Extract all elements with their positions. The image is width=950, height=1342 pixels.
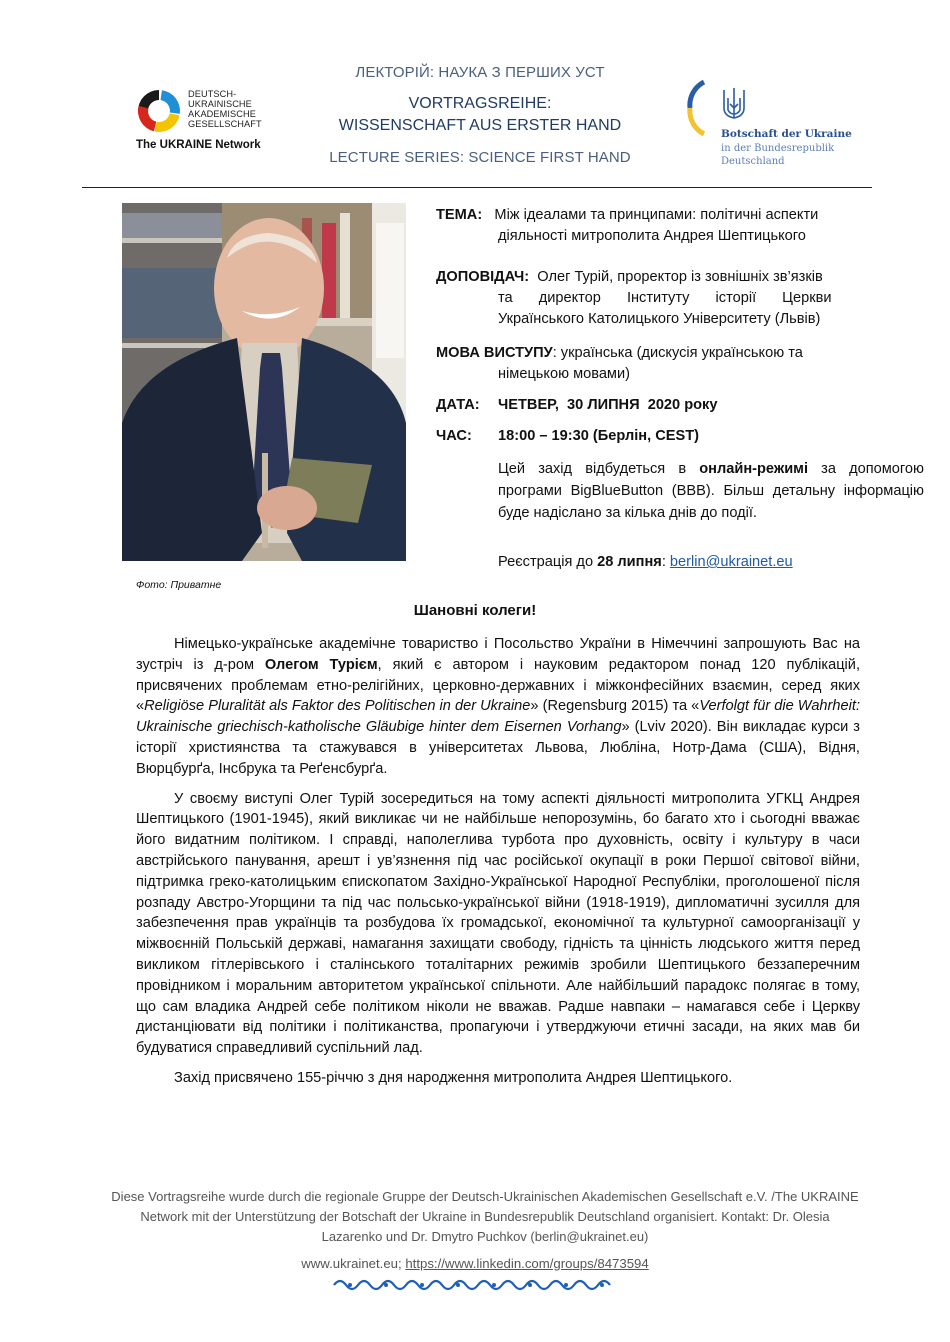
speaker-photo (122, 203, 406, 561)
header-divider (82, 187, 872, 188)
p1-speaker-name: Олегом Турієм (264, 656, 378, 673)
page-header (0, 0, 950, 190)
p1-text-b: , який є автором і науковим редактором понад 120 публікацій, присвячених проблемам етно-релігійних, церковно-державних і міжконфесійних взаємин, серед яких « (136, 656, 861, 715)
dag-line-2: UKRAINISCHE (188, 99, 252, 109)
dag-line-1: DEUTSCH- (188, 89, 237, 99)
embassy-logo (682, 76, 862, 176)
topic-row: ТЕМА: Між ідеалами та принципами: політичні аспекти діяльності митрополита Андрея Шептицького (436, 205, 862, 247)
letter-body (136, 634, 860, 1098)
embassy-arc-icon (682, 80, 722, 136)
website-link[interactable]: www.ukrainet.eu (301, 1256, 399, 1271)
ornament-border-icon (330, 1278, 620, 1292)
embassy-subtitle (721, 142, 834, 168)
linkedin-link[interactable]: https://www.linkedin.com/groups/8473594 (405, 1256, 649, 1271)
registration-deadline: 28 липня (597, 554, 662, 570)
language-row: МОВА ВИСТУПУ: українська (дискусія українською та німецькою мовами) (436, 343, 862, 385)
series-title-ua: ЛЕКТОРІЙ: НАУКА З ПЕРШИХ УСТ (355, 64, 605, 81)
speaker-line-2: та директор Інституту історії Церкви (498, 290, 832, 306)
p1-text-a: Німецько-українське академічне товариство і Посольство України в Німеччині запрошують Вас на зустріч із д-ром (136, 636, 860, 673)
topic-line-1: Між ідеалами та принципами: політичні аспекти (494, 207, 819, 223)
dag-line-3: AKADEMISCHE (188, 109, 256, 119)
registration-pre: Реєстрація до (498, 554, 598, 570)
online-note-pre: Цей захід відбудеться в (498, 461, 700, 477)
dag-line-4: GESELLSCHAFT (188, 119, 262, 129)
series-title-en: LECTURE SERIES: SCIENCE FIRST HAND (329, 149, 631, 166)
footer-links (0, 1256, 950, 1271)
online-note (436, 458, 924, 524)
trident-icon (722, 86, 746, 122)
dag-ring-icon (134, 86, 184, 136)
footer-separator: ; (398, 1256, 406, 1271)
topic-line-2: діяльності митрополита Андрея Шептицького (498, 228, 806, 244)
dag-network-label: The UKRAINE Network (136, 139, 261, 151)
p1-text-d: » (Lviv 2020). Він викладає курси з історії християнства та стажувався в університетах Львова, Любліна, Нотр-Дама (США), Відня, Вюрцбурґа, Інсбрука та Реґенсбурґа. (136, 719, 860, 777)
letter-paragraph-2: У своєму виступі Олег Турій зосередиться на тому аспекті діяльності митрополита УГКЦ Андрея Шептицького (1901-1945), який викликає чи не найбільше непорозумінь, бо багато хто і сьогодні вважає його видатним політиком. І справді, наполеглива турбота про духовність, освіту і культуру в часи австрійського панування, арешт і ув’язнення під час російської окупації в роки Першої світової війни, підтримка греко-католицьким єпископатом Західно-Української Народної Республіки, проголошеної після розпаду Австро-Угорщини та під час польсько-української війни (1918-1919), дипломатичні зусилля для забезпечення прав українців та розбудова їх громадської, економічної та культурної самоорганізації у міжвоєнній Польській державі, намагання захищати свободу, гідність та цінність людського життя перед викликом гітлерівського і сталінського тоталітарних режимів зробили Шептицького беззаперечним провідником і моральним авторитетом української спільноти. Але найбільший парадокс полягає в тому, що сам владика Андрей себе політиком ніколи не вважав. Радше навпаки – намагався себе і Церкву дистанціювати від політики і політиканства, пропагуючи і утверджуючи етичні засади, на яких мав би будуватися справедливий суспільний лад. (136, 790, 860, 1057)
series-title-de-line1: VORTRAGSREIHE: (408, 95, 552, 112)
photo-caption: Фото: Приватне (136, 579, 222, 591)
registration-email-link[interactable]: berlin@ukrainet.eu (669, 554, 793, 570)
p1-book-title-1: Religiöse Pluralität als Faktor des Politischen in der Ukraine (144, 698, 531, 715)
lecture-series-titles (300, 64, 660, 166)
registration-row (436, 552, 924, 573)
time-row (436, 426, 862, 447)
speaker-line-3: Українського Католицького Університету (Львів) (498, 311, 821, 327)
date-value: ЧЕТВЕР, 30 ЛИПНЯ 2020 року (498, 397, 718, 413)
letter-paragraph-3: Захід присвячено 155-річчю з дня народження митрополита Андрея Шептицького. (174, 1069, 733, 1086)
speaker-label: ДОПОВІДАЧ (436, 269, 525, 285)
embassy-subtitle-line3: Deutschland (721, 156, 785, 167)
date-label: ДАТА: (436, 397, 480, 413)
time-label: ЧАС: (436, 428, 472, 444)
dag-logo-text (188, 89, 262, 129)
letter-greeting: Шановні колеги! (413, 602, 537, 619)
date-row (436, 395, 862, 416)
letter-paragraph-1 (136, 634, 860, 780)
series-title-de (300, 93, 660, 137)
online-note-post: за допомогою програми BigBlueButton (BBB). Більш детальну інформацію буде надіслано за кілька днів до події. (498, 461, 924, 521)
embassy-title: Botschaft der Ukraine (721, 128, 852, 140)
topic-label: ТЕМА (436, 207, 478, 223)
footer-note: Diese Vortragsreihe wurde durch die regionale Gruppe der Deutsch-Ukrainischen Akademischen Gesellschaft e.V. /The UKRAINE Network mit der Unterstützung der Botschaft der Ukraine in Bundesrepublik Deutschland organisiert. Kontakt: Dr. Olesia Lazarenko und Dr. Dmytro Puchkov (berlin@ukrainet.eu) (111, 1189, 859, 1244)
language-line-2: німецькою мовами) (498, 366, 630, 382)
online-note-bold: онлайн-режимі (699, 461, 809, 477)
language-label: МОВА ВИСТУПУ (436, 345, 553, 361)
p1-book-title-2: Verfolgt für die Wahrheit: Ukrainische griechisch-katholische Gläubige hinter dem Eisernen Vorhang (136, 698, 860, 736)
time-value: 18:00 – 19:30 (Берлін, CEST) (498, 428, 699, 444)
speaker-portrait-image (122, 203, 406, 561)
speaker-line-1: Олег Турій, проректор із зовнішніх зв’язків (537, 269, 823, 285)
speaker-row: ДОПОВІДАЧ: Олег Турій, проректор із зовнішніх зв’язків та директор Інституту історії Церкви Українського Католицького Університету (Львів) (436, 267, 862, 330)
language-line-1: українська (дискусія українською та (560, 345, 803, 361)
series-title-de-line2: WISSENSCHAFT AUS ERSTER HAND (338, 117, 622, 134)
dag-logo (134, 86, 274, 156)
registration-colon: : (661, 554, 670, 570)
p1-text-c: » (Regensburg 2015) та « (530, 698, 700, 715)
embassy-subtitle-line2: in der Bundesrepublik (721, 143, 835, 154)
